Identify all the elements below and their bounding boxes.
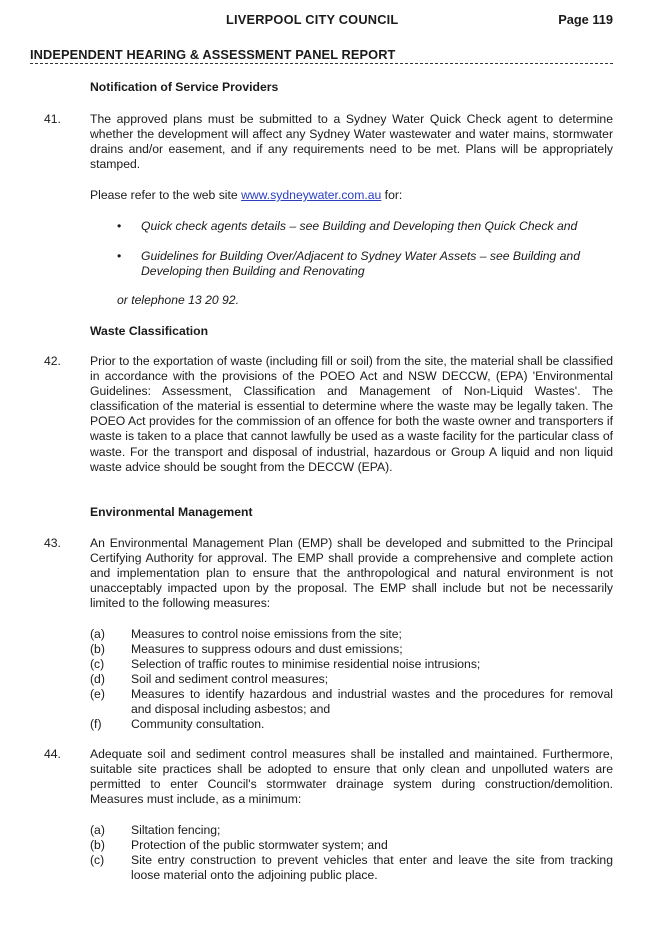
list-item-label: (b): [90, 642, 105, 656]
condition-text-41: The approved plans must be submitted to a Sydney Water Quick Check agent to determine whether the development will affect any Sydney Water wastewater and water mains, stormwater drains and/or easement, and if any requirements need to be met. Plans will be appropriately stamped.: [90, 112, 613, 172]
condition-text-44: Adequate soil and sediment control measures shall be installed and maintained. Furthermore, suitable site practices shall be adopted to ensure that only clean and unpolluted waters are permitted to enter Council's stormwater drainage system during construction/demolition. Measures must include, as a minimum:: [90, 747, 613, 807]
header-divider: [30, 63, 613, 64]
bullet-marker: •: [117, 249, 122, 263]
list-item-label: (b): [90, 838, 105, 852]
sydney-water-link[interactable]: www.sydneywater.com.au: [241, 188, 382, 202]
page-number: Page 119: [558, 12, 613, 27]
list-item: Protection of the public stormwater system; and: [131, 838, 388, 852]
list-item: Soil and sediment control measures;: [131, 672, 329, 686]
section-heading-notification: Notification of Service Providers: [90, 80, 279, 94]
list-item: Measures to control noise emissions from the site;: [131, 627, 402, 641]
list-item: Site entry construction to prevent vehicles that enter and leave the site from tracking loose material onto the adjoining public place.: [131, 853, 613, 883]
list-item-label: (c): [90, 853, 105, 867]
list-item-label: (e): [90, 687, 105, 701]
telephone-line: or telephone 13 20 92.: [117, 293, 239, 307]
list-item-label: (c): [90, 657, 105, 671]
condition-number-43: 43.: [44, 536, 61, 550]
condition-text-43: An Environmental Management Plan (EMP) shall be developed and submitted to the Principal Certifying Authority for approval. The EMP shall provide a comprehensive and complete action and implementation plan to ensure that the anthropological and natural environment is not unacceptably impacted upon by the proposal. The EMP shall include but not be necessarily limited to the following measures:: [90, 536, 613, 611]
refer-prefix: Please refer to the web site: [90, 188, 242, 202]
refer-line: [90, 188, 402, 203]
refer-suffix: for:: [381, 188, 403, 202]
section-heading-waste: Waste Classification: [90, 324, 209, 338]
list-item-label: (a): [90, 627, 105, 641]
bullet-marker: •: [117, 219, 122, 233]
council-name: LIVERPOOL CITY COUNCIL: [226, 12, 399, 27]
list-item: Measures to identify hazardous and industrial wastes and the procedures for removal and disposal including asbestos; and: [131, 687, 613, 717]
condition-number-44: 44.: [44, 747, 61, 761]
report-title: INDEPENDENT HEARING & ASSESSMENT PANEL REPORT: [30, 47, 396, 62]
list-item: Community consultation.: [131, 717, 265, 731]
bullet-item-quick-check: Quick check agents details – see Building and Developing then Quick Check and: [141, 219, 578, 233]
section-heading-environmental: Environmental Management: [90, 505, 253, 519]
list-item-label: (f): [90, 717, 102, 731]
list-item-label: (d): [90, 672, 105, 686]
bullet-item-guidelines: Guidelines for Building Over/Adjacent to Sydney Water Assets – see Building and Developing then Building and Renovating: [141, 249, 580, 279]
list-item: Siltation fencing;: [131, 823, 221, 837]
condition-text-42: Prior to the exportation of waste (including fill or soil) from the site, the material shall be classified in accordance with the provisions of the POEO Act and NSW DECCW, (EPA) 'Environmental Guidelines: Assessment, Classification and Management of Non-Liquid Wastes'. The classification of the material is essential to determine where the waste may be legally taken. The POEO Act provides for the commission of an offence for both the waste owner and transporters if waste is taken to a place that cannot lawfully be used as a waste facility for the particular class of waste. For the transport and disposal of industrial, hazardous or Group A liquid and non liquid waste advice should be sought from the DECCW (EPA).: [90, 354, 613, 474]
list-item-label: (a): [90, 823, 105, 837]
condition-number-41: 41.: [44, 112, 61, 126]
list-item: Selection of traffic routes to minimise residential noise intrusions;: [131, 657, 481, 671]
list-item: Measures to suppress odours and dust emissions;: [131, 642, 403, 656]
condition-number-42: 42.: [44, 354, 61, 368]
